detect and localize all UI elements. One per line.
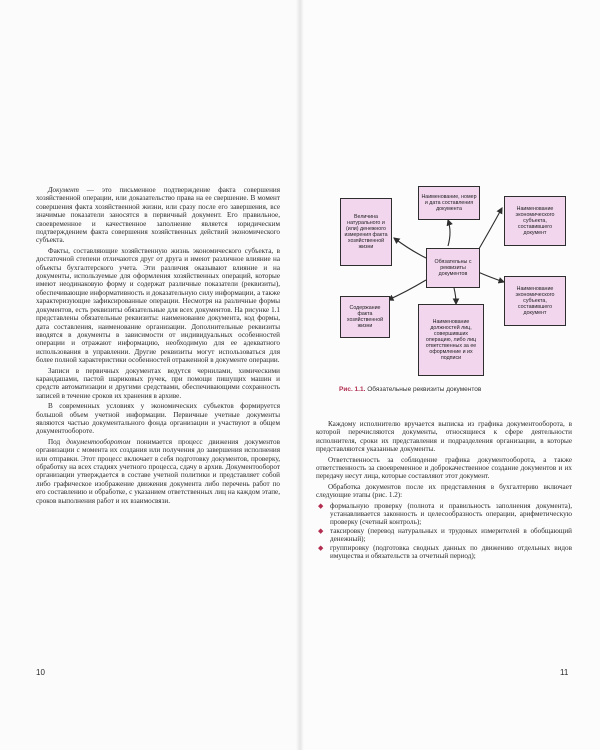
paragraph-text: — это письменное подтверждение факта совершения хозяйственной операции, или доказательство права на ее свершение. В момент совершения факта хозяйственной жизни, или сразу после его завершения, все значимые показатели заносятся в первичный документ. Его правильное, своевременное и качественное заполнение является юридическим подтверждением факта совершения хозяйственных действий экономического субъекта. [36,186,280,245]
paragraph-records: Записи в первичных документах ведутся чернилами, химическими карандашами, пастой шариковых ручек, при помощи пишущих машин и средств автоматизации и другими средствами, обеспечивающими сохранность записей в течение сроков их хранения в архиве. [36,366,280,400]
list-item [316,544,572,561]
arrow-to-top-left [394,238,426,258]
diamond-bullet-icon: ◆ [318,501,324,510]
paragraph-text: понимается процесс движения документов организации с момента их создания или получения до завершения исполнения или отправки. Этот процесс включает в себя подготовку документов, проверку, обработку на всех стадиях учетного процесса, сдачу в архив. Документооборот организации утверждается в составе учетной политики и представляет собой либо графическое изображение движения документа либо перечень работ по его составлению и обработке, с указанием ответственных лиц на каждом этапе, сроков выполнения работ и их взаимосвязи. [36,437,280,505]
box-economic-subject-top: Наименование экономического субъекта, составившего документ [504,196,566,246]
term-document: Документ [48,186,79,194]
figure-caption-text: Обязательные реквизиты документов [365,386,482,393]
list-item [316,502,572,527]
paragraph-schedule-extract: Каждому исполнителю вручается выписка из графика документооборота, в которой перечисляются документы, относящиеся к сфере деятельности исполнителя, сроки их представления и подразделения организации, в которые представляются указанные документы. [316,420,572,454]
page-number-right: 11 [560,668,569,677]
paragraph-facts: Факты, составляющие хозяйственную жизнь экономического субъекта, в достаточной степени отличаются друг от друга и имеют различное влияние на объекты бухгалтерского учета. Эти различия оказывают влияние и на документы, используемые для оформления хозяйственных операций, которые имеют неодинаковую форму и содержат различные показатели (реквизиты), обеспечивающие информативность и доказательную силу информации, а также характеризующие зафиксированные операции. Несмотря на различные формы документов, есть реквизиты обязательные для всех документов. На рисунке 1.1 представлены обязательные реквизиты: наименование документа, код формы, дата составления, наименование организации. Дополнительные реквизиты вводятся в документы в зависимости от индивидуальных особенностей операции и отражают информацию, необходимую для ее адекватного использования в управлении. Другие реквизиты могут использоваться для более полной характеристики особенностей отраженной в документе операции. [36,246,280,365]
term-document-flow: документооборотом [66,437,131,446]
arrow-to-bottom [454,288,456,304]
box-required-details-center: Обязательны с реквизиты документов [426,248,480,288]
paragraph-document-flow [36,438,280,505]
book-gutter [296,0,304,750]
arrow-to-left [388,280,426,300]
list-item-text: группировку (подготовка сводных данных по движению отдельных видов имущества и обязательств за отчетный период); [330,543,572,561]
paragraph-responsibility: Ответственность за соблюдение графика документооборота, а также ответственность за своевременное и доброкачественное создание документов и их передачу несут лица, которые составляют этот документ. [316,455,572,481]
figure-caption [339,386,481,393]
page-number-left: 10 [36,668,45,677]
paragraph-modern-conditions: В современных условиях у экономических субъектов формируется большой объем учетной информации. Первичные учетные документы являются частью документального фонда организации и участвуют в общем документообороте. [36,402,280,436]
required-details-diagram [326,180,580,380]
figure-number: Рис. 1.1. [339,386,366,393]
arrow-to-mid-right [478,272,504,282]
diamond-bullet-icon: ◆ [318,526,324,535]
processing-stages-list [316,502,572,561]
paragraph-document-definition [36,186,280,245]
list-item [316,527,572,544]
box-fact-content: Содержание факта хозяйственной жизни [340,296,390,338]
box-responsible-persons: Наименование должностей лиц, совершивших операцию, либо лиц ответственных за ее оформление и их подписи [418,304,484,376]
box-economic-subject-right: Наименование экономического субъекта, составившего документ [504,276,566,326]
left-page-text [36,186,280,507]
paragraph-lead: Под [48,437,67,446]
box-name-number-date: Наименование, номер и дата составления документа [418,186,480,220]
right-page-text [316,420,572,561]
box-measure-value: Величина натурального и (или) денежного измерения факта хозяйственной жизни [340,198,392,266]
diamond-bullet-icon: ◆ [318,543,324,552]
paragraph-processing-stages: Обработка документов после их представления в бухгалтерию включает следующие этапы (рис. 1.2): [316,482,572,500]
list-item-text: формальную проверку (полнота и правильность заполнения документа), устанавливается законность и целесообразность операции, арифметическую проверку (счетный контроль); [330,501,572,527]
list-item-text: таксировку (перевод натуральных и трудовых измерителей в обобщающий денежный); [330,526,572,544]
arrow-to-top-mid [448,220,450,246]
